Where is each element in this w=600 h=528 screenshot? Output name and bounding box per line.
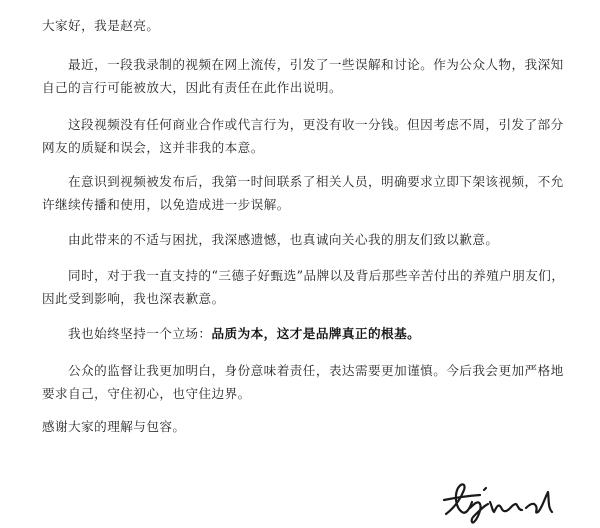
paragraph-2: 这段视频没有任何商业合作或代言行为，更没有收一分钱。但因考虑不周，引发了部分网友的质疑和误会，这并非我的本意。 — [42, 117, 564, 155]
paragraph-5: 同时，对于我一直支持的“三德子好甄选”品牌以及背后那些辛苦付出的养殖户朋友们，因此受到影响，我也深表歉意。 — [42, 268, 565, 306]
signature-stroke — [470, 502, 488, 522]
signature-dot — [484, 488, 486, 490]
handwritten-signature — [440, 478, 560, 524]
paragraph-3: 在意识到视频被发布后，我第一时间联系了相关人员，明确要求立即下架该视频，不允许继续传播和使用，以免造成进一步误解。 — [42, 174, 564, 212]
signature-stroke — [490, 502, 522, 512]
stance-paragraph — [42, 322, 572, 345]
closing: 感谢大家的理解与包容。 — [42, 419, 186, 434]
signature-stroke — [526, 492, 552, 513]
paragraph-6: 公众的监督让我更加明白，身份意味着责任，表达需要更加谨慎。今后我会更加严格地要求自己，守住初心，也守住边界。 — [42, 363, 564, 401]
greeting: 大家好，我是赵亮。 — [42, 18, 160, 33]
stance-emphasis: 品质为本，这才是品牌真正的根基。 — [211, 326, 421, 341]
paragraph-1: 最近，一段我录制的视频在网上流传，引发了一些误解和讨论。作为公众人物，我深知自己的言行可能被放大，因此有责任在此作出说明。 — [42, 57, 564, 95]
paragraph-4: 由此带来的不适与困扰，我深感遗憾，也真诚向关心我的朋友们致以歉意。 — [68, 232, 499, 247]
stance-prefix: 我也始终坚持一个立场： — [68, 326, 212, 341]
